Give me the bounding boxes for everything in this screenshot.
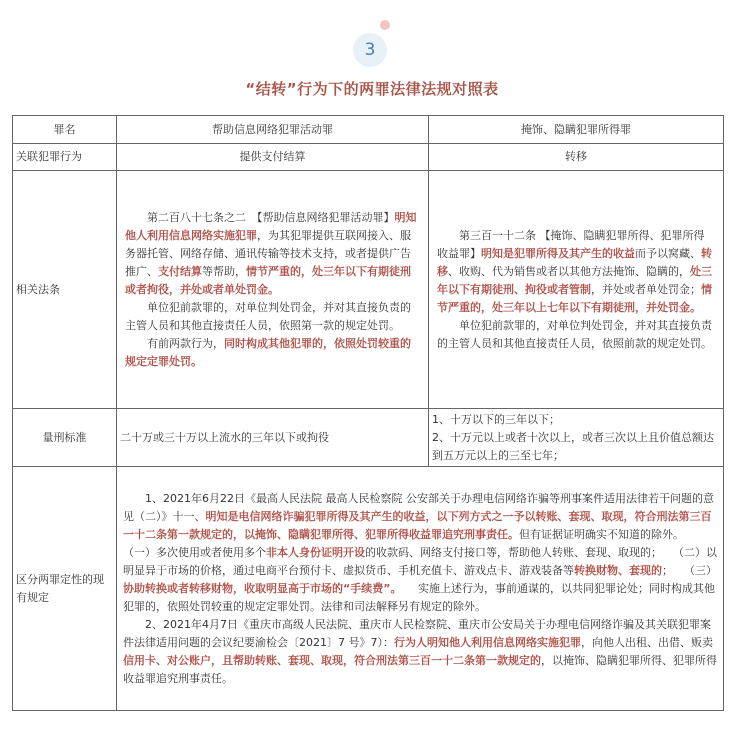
section-number-badge: 3 [353,33,387,67]
rules-paragraph-1: 1、2021年6月22日《最高人民法院 最高人民检察院 公安部关于办理电信网络诈骗等刑事案件适用法律若干问题的意见（二）》十一、明知是电信网络诈骗犯罪所得及其产生的收益，以下列方式之一予以转账、套现、取现，符合刑法第三百一十二条第一款规定的，以掩饰、隐瞒犯罪所得、犯罪所得收益罪追究刑事责任。但有证据证明确实不知道的除外。 （一）多次使用或者使用多个非本人身份证明开设的收款码、网络支付接口等，帮助他人转账、套现、取现的； （二）以明显异于市场的价格，通过电商平台预付卡、虚拟货币、手机充值卡、游戏点卡、游戏装备等转换财物、套现的； （三）协助转换或者转移财物，收取明显高于市场的“手续费”。 实施上述行为，事前通谋的，以共同犯罪论处；同时构成其他犯罪的，依照处罚较重的规定定罪处罚。法律和司法解释另有规定的除外。 [123,491,717,613]
comparison-table [12,115,724,711]
law-left-paragraph-2: 单位犯前款罪的，对单位判处罚金，并对其直接负责的主管人员和其他直接责任人员，依照第一款的规定处罚。 [125,300,411,332]
law-right-paragraph-1: 第三百一十二条 【掩饰、隐瞒犯罪所得、犯罪所得收益罪】明知是犯罪所得及其产生的收益而予以窝藏、转移、收购、代为销售或者以其他方法掩饰、隐瞒的，处三年以下有期徒刑、拘役或者管制，并处或者单处罚金；情节严重的，处三年以上七年以下有期徒刑，并处罚金。 [437,228,712,314]
table-row-rules [13,467,724,711]
row-label-sentencing: 量刑标准 [13,409,117,467]
decorative-dot [380,20,390,30]
sentencing-line-1: 1、十万以下的三年以下； [432,412,560,426]
header-cell-crime: 罪名 [13,116,117,144]
header-cell-conceal-crime: 掩饰、隐瞒犯罪所得罪 [429,116,724,144]
header-cell-help-crime: 帮助信息网络犯罪活动罪 [117,116,429,144]
table-row-behavior [13,144,724,171]
law-text-help-crime [117,171,429,409]
row-label-behavior: 关联犯罪行为 [13,144,117,171]
sentencing-line-2: 2、十万元以上或者十次以上，或者三次以上且价值总额达到五万元以上的三至七年； [432,430,714,462]
law-left-paragraph-3: 有前两款行为，同时构成其他犯罪的，依照处罚较重的规定定罪处罚。 [125,336,411,368]
behavior-conceal-crime: 转移 [429,144,724,171]
sentencing-help-crime: 二十万或三十万以上流水的三年以下或拘役 [117,409,429,467]
table-row-law [13,171,724,409]
law-text-conceal-crime [429,171,724,409]
law-left-paragraph-1: 第二百八十七条之二 【帮助信息网络犯罪活动罪】明知他人利用信息网络实施犯罪，为其犯罪提供互联网接入、服务器托管、网络存储、通讯传输等技术支持，或者提供广告推广、支付结算等帮助，情节严重的，处三年以下有期徒刑或者拘役，并处或者单处罚金。 [125,210,417,296]
row-label-rules: 区分两罪定性的现有规定 [13,467,117,711]
rules-paragraph-2: 2、2021年4月7日《重庆市高级人民法院、重庆市人民检察院、重庆市公安局关于办理电信网络诈骗及其关联犯罪案件法律适用问题的会议纪要渝检会〔2021〕7 号》7）：行为人明知他人利用信息网络实施犯罪，向他人出租、出借、贩卖信用卡、对公账户，且帮助转账、套现、取现，符合刑法第三百一十二条第一款规定的，以掩饰、隐瞒犯罪所得、犯罪所得收益罪追究刑事责任。 [123,617,717,685]
row-label-law: 相关法条 [13,171,117,409]
rules-text [117,467,724,711]
page-title: “结转”行为下的两罪法律法规对照表 [245,80,499,98]
table-row-sentencing [13,409,724,467]
sentencing-conceal-crime [429,409,724,467]
table-header-row [13,116,724,144]
behavior-help-crime: 提供支付结算 [117,144,429,171]
law-right-paragraph-2: 单位犯前款罪的，对单位判处罚金，并对其直接负责的主管人员和其他直接责任人员，依照前款的规定处罚。 [437,318,712,350]
